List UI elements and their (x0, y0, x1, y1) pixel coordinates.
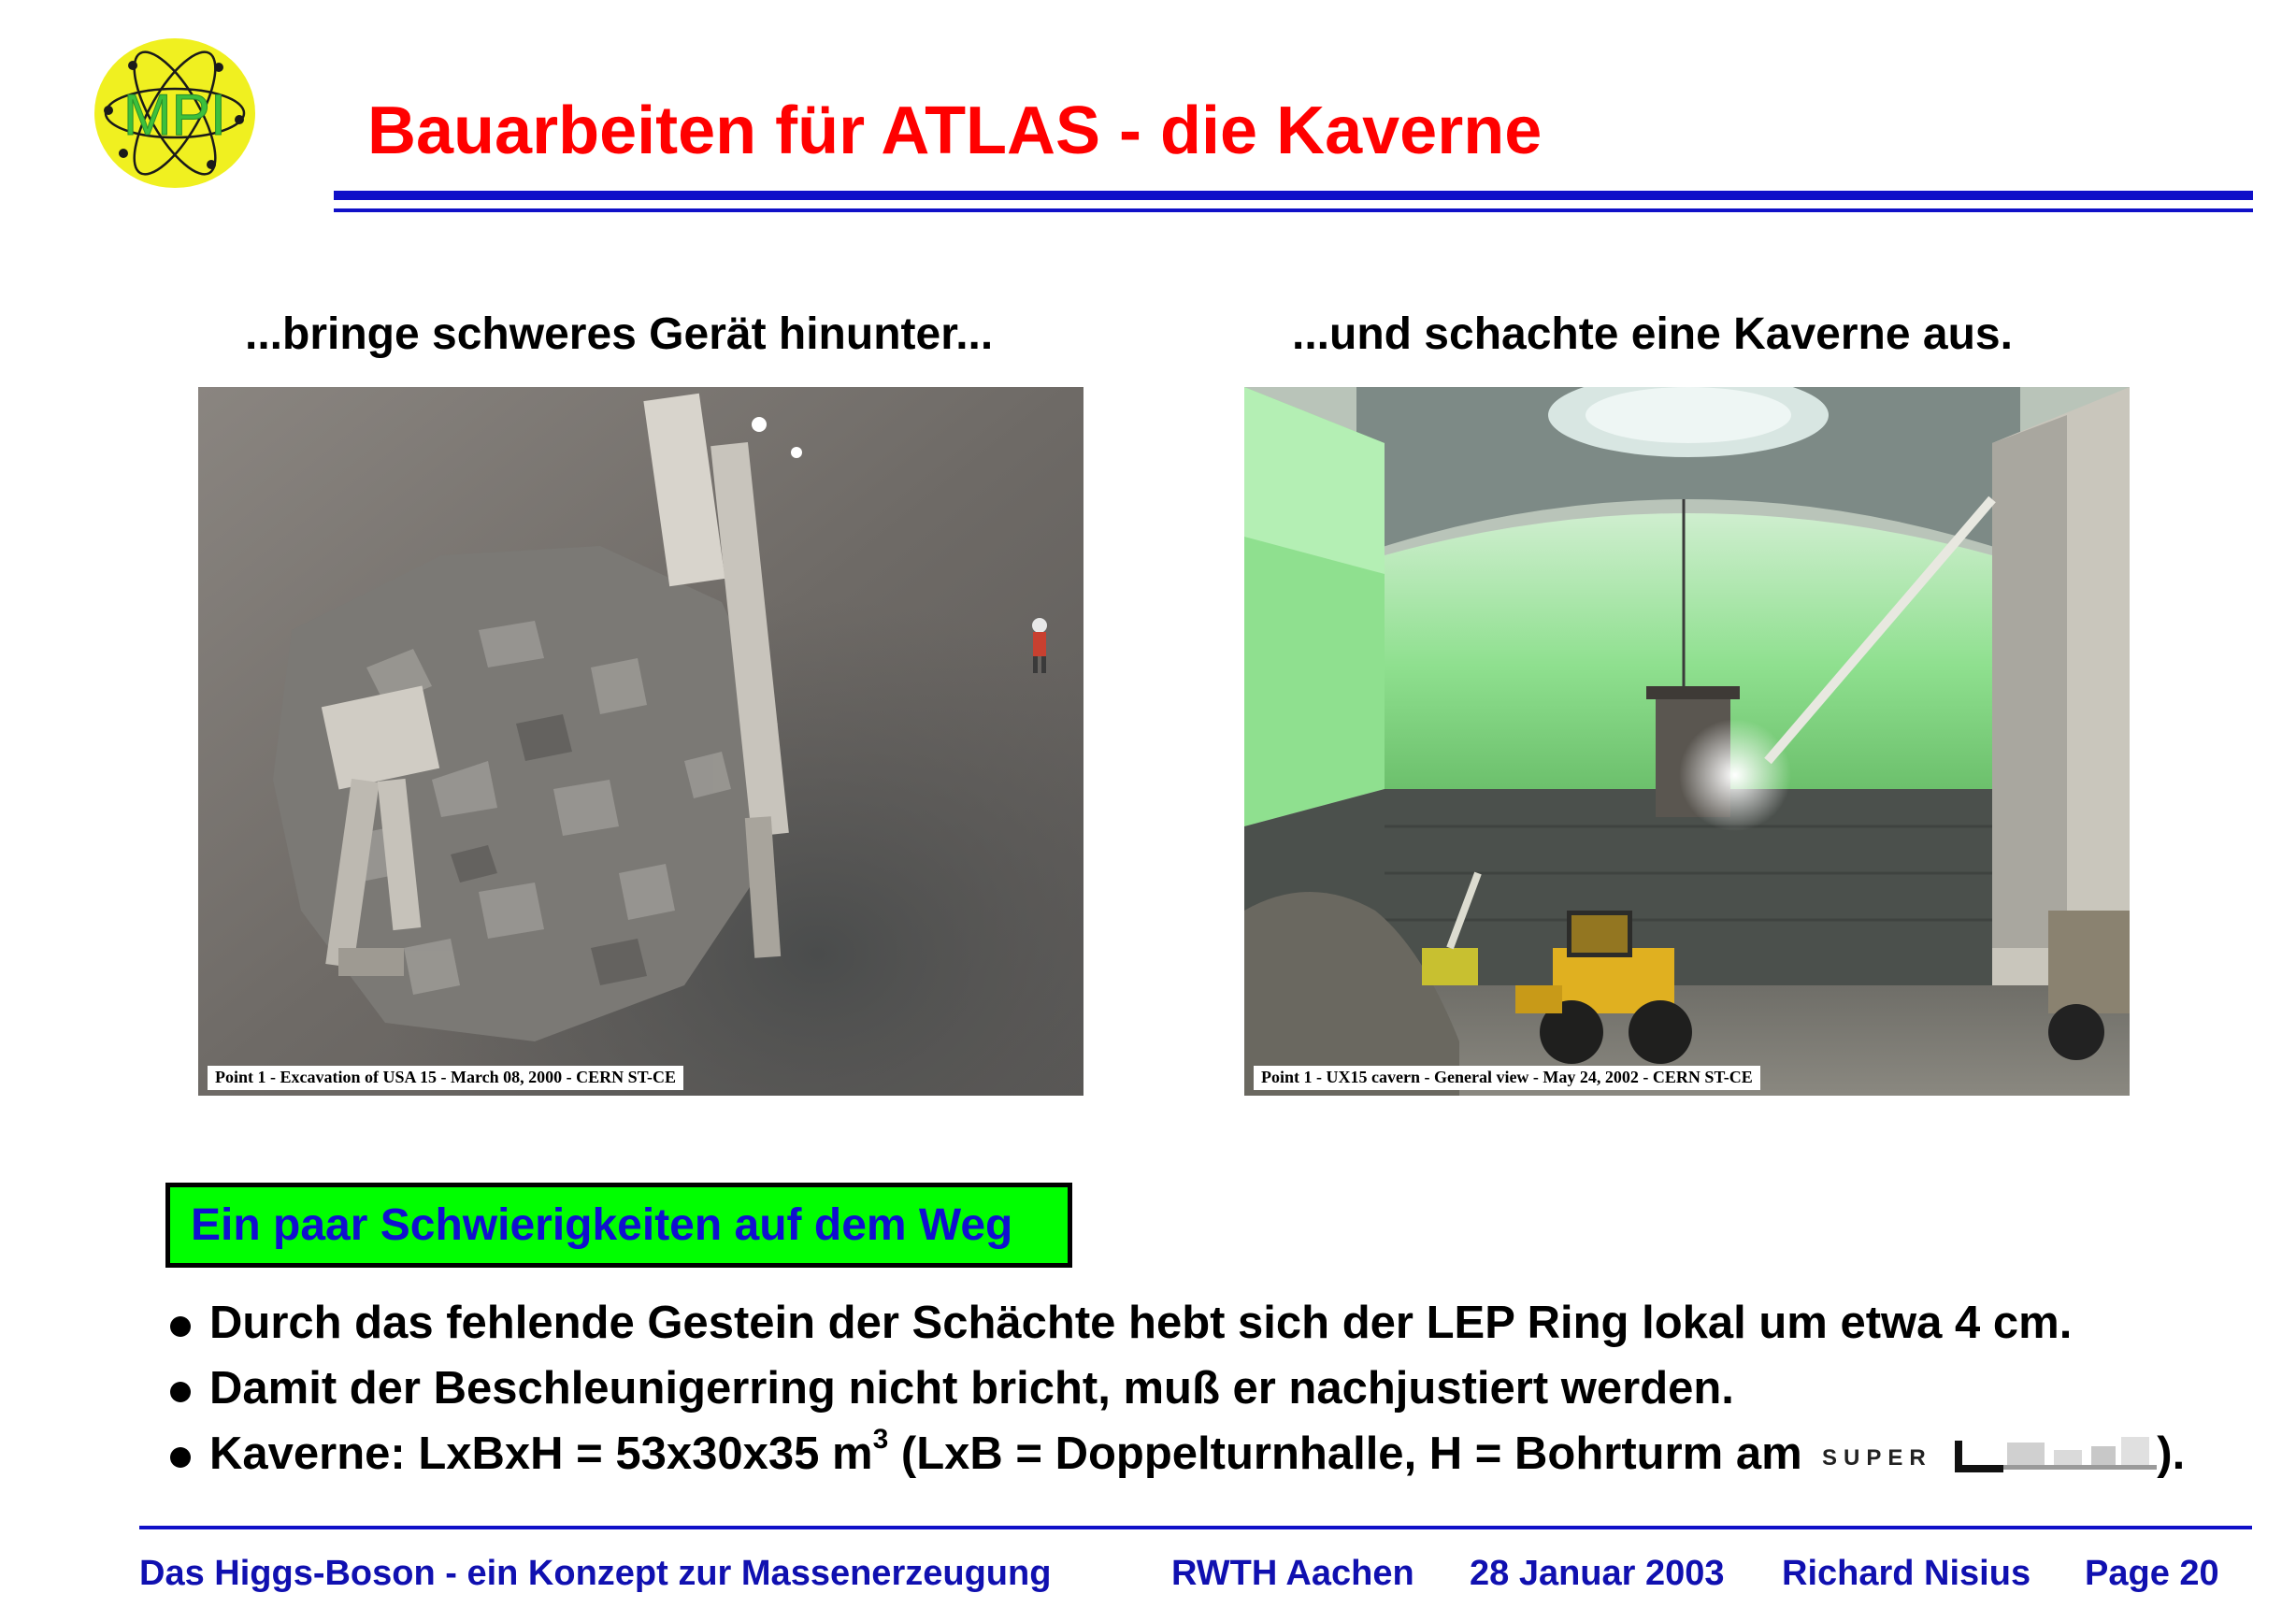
bullet-item (165, 1290, 2185, 1356)
photo-credit-right: Point 1 - UX15 cavern - General view - May 24, 2002 - CERN ST-CE (1254, 1066, 1760, 1090)
photo-cavern (1244, 387, 2130, 1096)
footer-author: Richard Nisius (1782, 1554, 2031, 1593)
bullet-text-prefix: Kaverne: LxBxH = 53x30x35 m (209, 1428, 873, 1479)
footer-page-number: Page 20 (2085, 1554, 2219, 1593)
caption-right: ...und schachte eine Kaverne aus. (1292, 309, 2013, 359)
bullet-dot-icon (170, 1382, 191, 1402)
bullet-superscript: 3 (872, 1424, 889, 1455)
bullet-text: Durch das fehlende Gestein der Schächte hebt sich der LEP Ring lokal um etwa 4 cm. (209, 1298, 2073, 1348)
bullet-item (165, 1421, 2185, 1486)
highlight-text: Ein paar Schwierigkeiten auf dem Weg (191, 1199, 1013, 1250)
footer-institute: RWTH Aachen (1171, 1554, 1414, 1593)
footer-talk-title: Das Higgs-Boson - ein Konzept zur Massenerzeugung (139, 1554, 1052, 1593)
title-rule-thick (334, 191, 2253, 200)
bullet-dot-icon (170, 1316, 191, 1337)
photo-excavation (198, 387, 1083, 1096)
bullet-text-middle: (LxB = Doppelturnhalle, H = Bohrturm am (888, 1428, 1815, 1479)
slide-title: Bauarbeiten für ATLAS - die Kaverne (367, 93, 1543, 168)
photo-credit-left: Point 1 - Excavation of USA 15 - March 08, 2000 - CERN ST-CE (208, 1066, 683, 1090)
svg-text:SUPER: SUPER (1822, 1445, 1932, 1471)
institute-logo (90, 34, 260, 193)
bullet-text-suffix: ). (2157, 1428, 2186, 1479)
footer-rule (139, 1526, 2252, 1529)
bullet-item (165, 1356, 2185, 1421)
bullet-list (165, 1290, 2185, 1486)
footer-date: 28 Januar 2003 (1470, 1554, 1725, 1593)
bullet-text: Damit der Beschleunigerring nicht bricht, muß er nachjustiert werden. (209, 1363, 1734, 1414)
bullet-dot-icon (170, 1447, 191, 1468)
atom-logo-icon (90, 34, 260, 193)
title-rule-thin (334, 208, 2253, 212)
caption-left: ...bringe schweres Gerät hinunter... (245, 309, 994, 359)
highlight-box (165, 1183, 1072, 1268)
svg-text:MPI: MPI (122, 83, 227, 148)
superc-logo-icon (1820, 1433, 2157, 1476)
